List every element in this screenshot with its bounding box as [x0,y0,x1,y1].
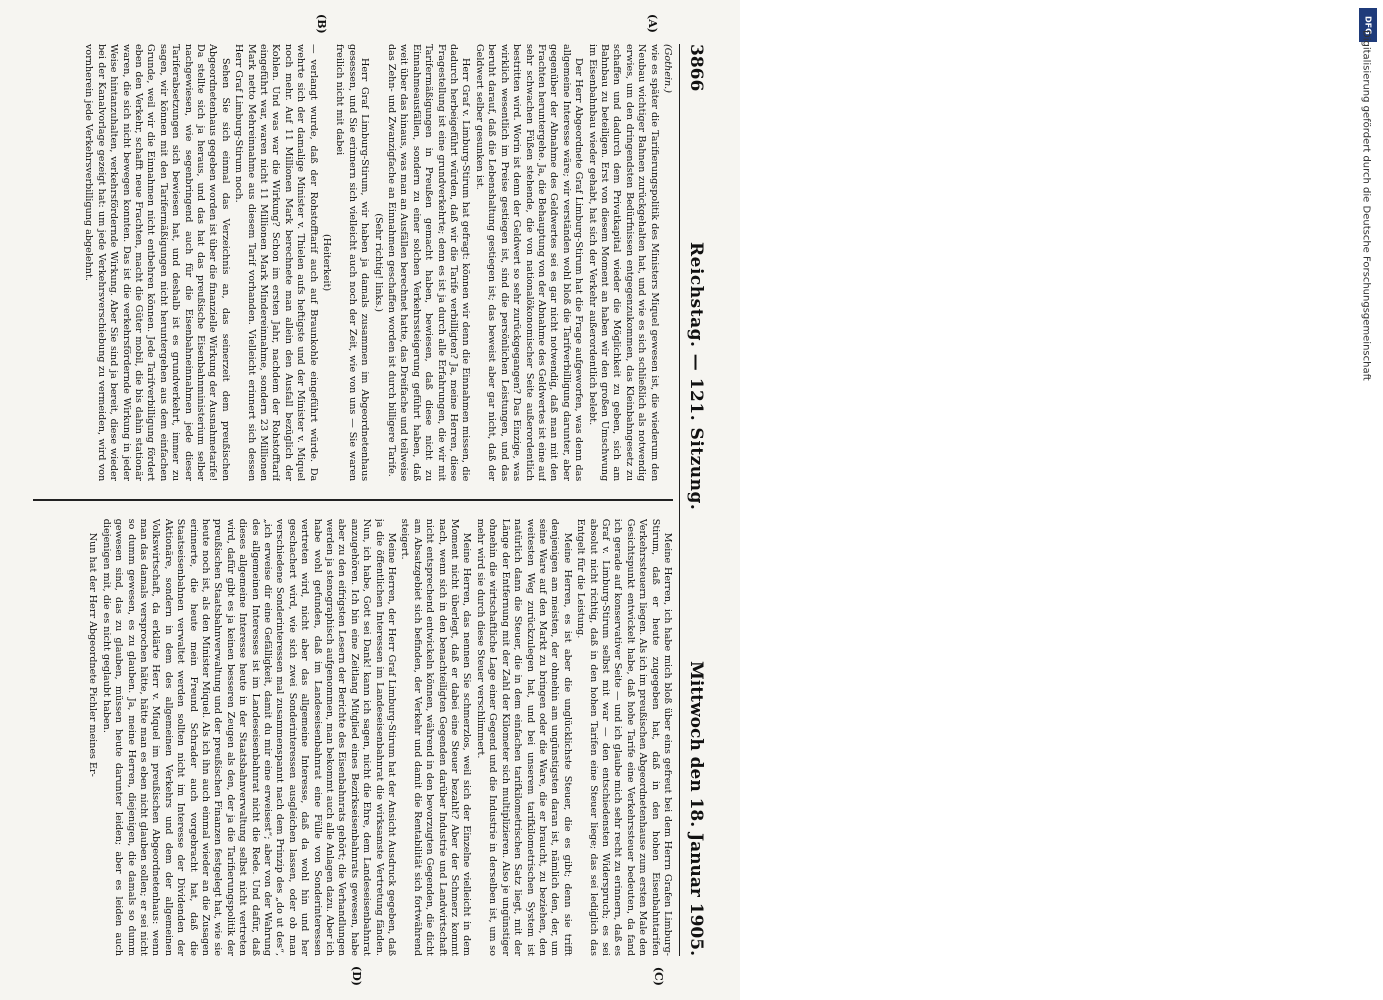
interjection: (Sehr richtig! links.) [372,213,384,313]
margin-marker-a: (A) [646,14,659,33]
left-paragraph: Herr Graf Limburg-Stirum, wir haben ja damals zusammen im Abgeordnetenhaus gesessen, und Sie erinnern sich vielleicht auch noch der Zeit, wie von uns — Sie waren freilich nicht mit dabei [334,44,371,482]
session-title: Reichstag. — 121. Sitzung. [686,242,706,511]
header-rule [679,44,680,956]
digitization-credit: Digitalisierung gefördert durch die Deutsche Forschungsgemeinschaft [1360,30,1372,381]
margin-marker-d: (D) [350,966,363,986]
margin-marker-c: (C) [652,966,665,986]
right-paragraph: Meine Herren, der Herr Graf Limburg-Stirum hat der Ansicht Ausdruck gegeben, daß ja die öffentlichen Interessen im Landeseisenbahnrat die wirksamste Vertretung fänden. Nun, ich habe, Gott sei Dank! kann ich sagen, nicht die Ehre, dem Landeseisenbahnrat anzugehören. Ich bin eine Zeitlang Mitglied eines Bezirkseisenbahnrats gewesen, habe aber zu den eifrigsten Lesern der Berichte des Eisenbahnrats gehört; die Verhandlungen werden ja stenographisch aufgenommen, man bekommt auch alle Anlagen dazu. Aber ich habe wohl gefunden, daß im Landeseisenbahnrat eine Fülle von Sonderinteressen vertreten wird, nicht aber das allgemeine Interesse, daß da wohl hin und her geschachert wird, wie sich zwei Sonderinteressen ausgleichen lassen, oder ob man verschiedene Sonderinteressen mal zusammenspannt nach dem Prinzip des „do ut des“, „ich erweise dir eine Gefälligkeit, damit du mir eine erweisest“; aber von der Wahrung des allgemeinen Interesses ist im Landeseisenbahnrat nicht die Rede. Und dafür, daß dieses allgemeine Interesse heute in der Staatsbahnverwaltung selbst nicht vertreten wird, dafür gibt es ja keinen besseren Zeugen als den, der ja die Tarifierungspolitik der preußischen Staatsbahnverwaltung und der preußischen Finanzen festgelegt hat, wie sie heute noch ist, als den Minister Miquel. Als ich ihn auch einmal wieder an die Zusagen erinnerte, die heute mein Freund Schrader auch vorgebracht hat, daß die Staatseisenbahnen verwaltet werden sollten nicht im Interesse der Dividenden der Aktionäre, sondern in dem des allgemeinen Verkehrs und dem der allgemeinen Volkswirtschaft, da erklärte Herr v. Miquel im preußischen Abgeordnetenhaus: wenn man das damals versprochen hätte, hätte man es eben nicht glauben sollen; er sei nicht so dumm gewesen, es zu glauben. Ja, meine Herren, diejenigen, die damals so dumm gewesen sind, das zu glauben, müssen heute darunter leiden; aber es leiden auch diejenigen mit, die es nicht geglaubt haben. [100,518,398,956]
interjection: (Heiterkeit) [321,234,333,292]
left-paragraph: Herr Graf v. Limburg-Stirum hat gefragt: können wir denn die Einnahmen missen, die dadurch herbeigeführt würden, daß wir die Tarife verbilligten? Ja, meine Herren, diese Fragestellung ist eine grundverkehrte; denn es ist ja durch alle Erfahrungen, die wir mit Tarifermäßigungen in Preußen gemacht haben, bewiesen, daß diese nicht zu Einnahmeausfällen, sondern zu einer solchen Verkehrssteigerung geführt haben, daß weit über das hinaus, was man an Ausfällen berechnet hatte, das Dreifache und teilweise das Zehn- und Zwanzigfache an Einnahmen geschaffen worden ist durch billigere Tarife. [386,44,472,482]
right-paragraph: Nun hat der Herr Abgeordnete Pichler meines Er- [87,532,99,777]
session-date: Mittwoch den 18. Januar 1905. [686,661,706,956]
right-paragraph: Meine Herren, es ist aber die unglücklichste Steuer, die es gibt; denn sie trifft denjenigen am meisten, der ohnehin am ungünstigsten daran ist, nämlich den, der, um seine Ware auf den Markt zu bringen oder die Ware, die er braucht, zu beziehen, den weitesten Weg zurückzulegen hat, und bei unserem tarifkilometrischen System ist natürlich dann die Steuer, die in dem einfachen tarifkilometrischen Satz liegt, mit der Länge der Entfernung mit der Zahl der Kilometer sich multiplizieren. Also je ungünstiger ohnehin die wirtschaftliche Lage einer Gegend und die Industrie in derselben ist, um so mehr wird sie durch diese Steuer verschlimmert. [474,518,573,956]
column-divider [33,499,673,501]
left-column [33,44,673,481]
page-header [686,44,706,956]
left-paragraph: — verlangt wurde, daß der Rohstofftarif auch auf Braunkohle eingeführt würde. Da wehrte sich der damalige Minister v. Thielen aufs heftigste und der Minister v. Miquel noch mehr. Auf 11 Millionen Mark berechnete man allein den Ausfall bezüglich der Kohlen. Und was war die Wirkung? Schon im ersten Jahr, nachdem der Rohstofftarif eingeführt war, waren nicht 11 Millionen Mark Mindereinnahme, sondern 23 Millionen Mark netto Mehreinnahme aus diesem Tarif vorhanden. Vielleicht erinnert sich dessen Herr Graf Limburg-Stirum noch. [233,44,319,482]
speaker-tag: (Gothein.) [662,44,673,93]
right-column [33,519,673,956]
text-columns [33,14,673,986]
left-paragraph: Sehen Sie sich einmal das Verzeichnis an, das seinerzeit dem preußischen Abgeordnetenhaus gegeben worden ist über die finanzielle Wirkung der Ausnahmetarife! Da stellte sich ja heraus, und das hat das preußische Eisenbahnministerium selber nachgewiesen, wie segenbringend auch für die Eisenbahneinnahmen jede dieser Tariferabsetzungen sich bewiesen hat, und deshalb ist es grundverkehrt, immer zu sagen, wir können mit den Tarifermäßigungen nicht heruntergehen aus dem einfachen Grunde, weil wir die Einnahmen nicht entbehren können. Jede Tarifverbilligung fördert eben den Verkehr, schafft neue Frachten, macht die Güter mobil, die bis dahin stationär waren, die sich nicht bewegen konnten. Das ist die verkehrsfördernde Wirkung in jeder Weise hintanzuhalten, verkehrsfördernde Wirkung. Aber Sie sind ja bereit, diese wieder bei der Kanalvorlage gezeigt hat: um jede Verkehrsverschiebung zu vermeiden, wird von vornherein jede Verkehrsverbilligung abgelehnt. [83,44,231,482]
left-paragraph: Der Herr Abgeordnete Graf Limburg-Stirum hat die Frage aufgeworfen, was denn das allgemeine Interesse wäre; wir verständen wohl bloß die Tarifverbilligung darunter, aber gegenüber der Abnahme des Geldwertes sei es gar nicht notwendig, daß man mit den Frachten heruntergehe. Ja, die Behauptung von der Abnahme des Geldwertes ist eine auf sehr schwachen Füßen stehende, die von nationalökonomischer Seite außerordentlich bestritten wird. Worin ist denn der Geldwert so sehr zurückgegangen? Das Einzige, was wirklich wesentlich im Preise gestiegen ist, sind die persönlichen Leistungen, und das beruht darauf, daß die Lebenshaltung gestiegen ist; das beweist aber gar nicht, daß der Geldwert selber gesunken ist. [473,44,585,482]
margin-marker-b: (B) [315,14,328,34]
page-number: 3866 [686,44,706,92]
left-paragraph: wie es später die Tarifierungspolitik des Ministers Miquel gewesen ist, die wiederum den Neubau wichtiger Bahnen zurückgehalten hat, und wie es sich schließlich als notwendig erwies, um den dringendsten Bedürfnissen entgegenzukommen, das Kleinbahngesetz zu schaffen und dadurch dem Privatkapital wieder die Möglichkeit zu geben, sich am Bahnbau zu beteiligen. Erst von diesem Moment an haben wir den großen Umschwung im Eisenbahnbau wieder gehabt, hat sich der Verkehr außerordentlich belebt. [586,44,660,482]
right-paragraph: Meine Herren, ich habe mich bloß über eins gefreut bei dem Herrn Grafen Limburg-Stirum, daß er heute zugegeben hat, daß in den hohen Eisenbahntarifen Verkehrssteuern liegen. Als ich im preußischen Abgeordnetenhause zum ersten Male den Gesichtspunkt entwickelt habe, daß hohe Tarife eine Verkehrssteuer bedeuten, da fand ich gerade auf konservativer Seite — und ich glaube mich sehr recht zu erinnern, daß es Graf v. Limburg-Stirum selbst mit war — den entschiedensten Widerspruch; es sei absolut nicht richtig, daß in den hohen Tarifen eine Steuer liege; das sei lediglich das Entgelt für die Leistung. [575,518,673,956]
dfg-logo: DFG [1359,8,1377,42]
right-paragraph: Meine Herren, das nennen Sie schmerzlos, weil sich der Einzelne vielleicht in dem Moment nicht überlegt, daß er dabei eine Steuer bezahlt? Aber der Schmerz kommt nach, wenn sich in den benachteiligten Gegenden darüber Industrie und Landwirtschaft nicht entsprechend entwickeln können, während in den bevorzugten Gegenden, die dicht am Absatzgebiet sich befinden, der Verkehr und damit die Rentabilität sich fortwährend steigert. [399,518,473,956]
